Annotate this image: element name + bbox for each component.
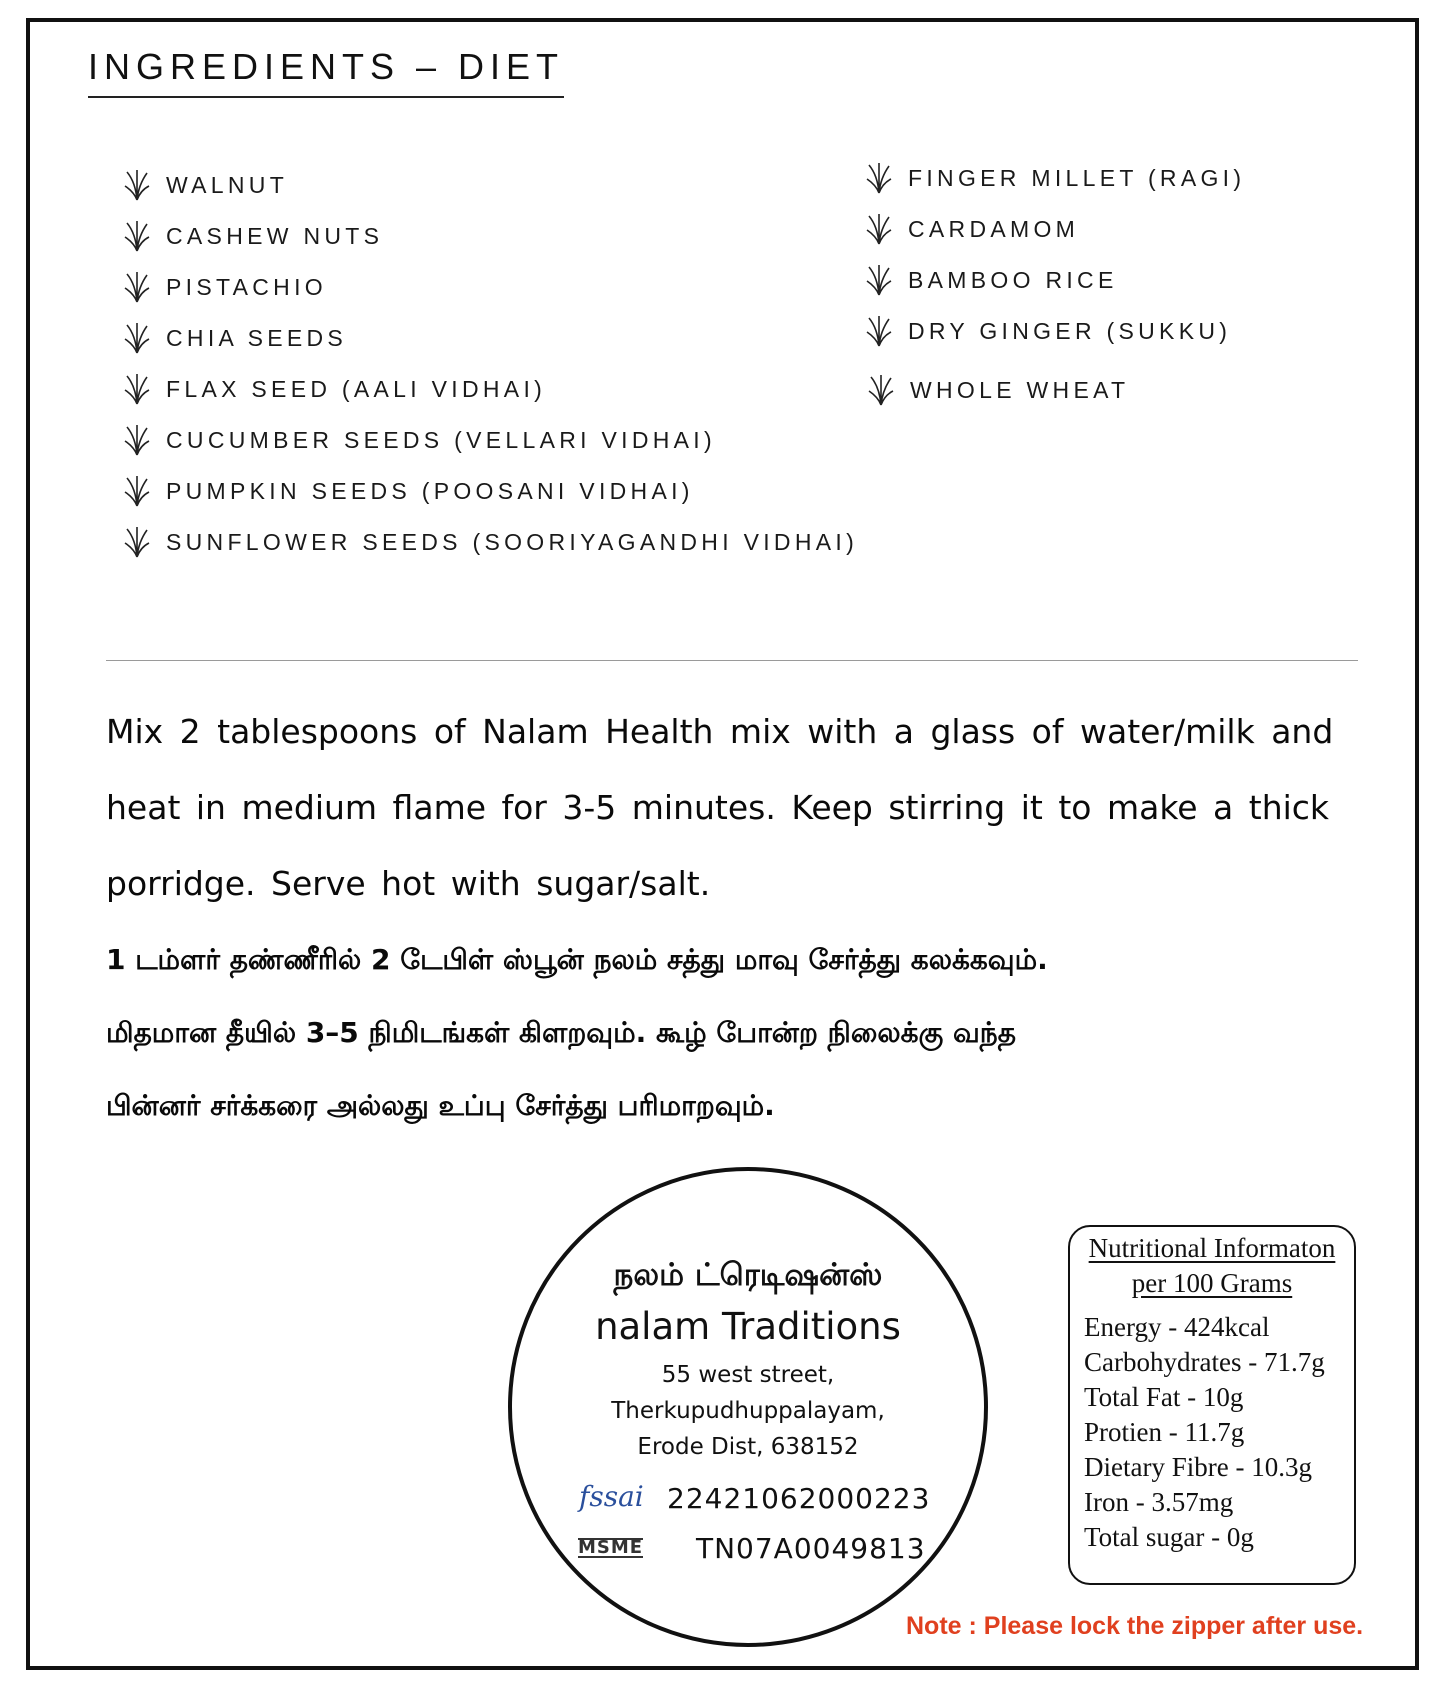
- nutrition-row: Total sugar - 0g: [1084, 1522, 1254, 1552]
- ingredient-label: CASHEW NUTS: [166, 222, 384, 249]
- grass-icon: [866, 161, 892, 195]
- msme-number: TN07A0049813: [696, 1532, 926, 1565]
- ingredient-label: DRY GINGER (SUKKU): [908, 317, 1232, 344]
- ingredient-label: FLAX SEED (AALI VIDHAI): [166, 375, 547, 402]
- brand-tamil-name: நலம் ட்ரெடிஷன்ஸ்: [613, 1257, 883, 1293]
- instruction-line: heat in medium flame for 3-5 minutes. Keep stirring it to make a thick: [106, 788, 1330, 827]
- instruction-line-tamil: மிதமான தீயில் 3–5 நிமிடங்கள் கிளறவும். கூழ் போன்ற நிலைக்கு வந்த: [106, 1016, 1016, 1049]
- instructions-english: [106, 694, 1360, 922]
- address-line: 55 west street,: [661, 1362, 835, 1388]
- ingredient-label: CARDAMOM: [908, 215, 1080, 242]
- nutrition-row: Energy - 424kcal: [1084, 1312, 1270, 1342]
- ingredient-label: CHIA SEEDS: [166, 324, 348, 351]
- ingredient-label: PISTACHIO: [166, 273, 327, 300]
- ingredient-item: [124, 474, 694, 508]
- nutrition-row: Total Fat - 10g: [1084, 1382, 1244, 1412]
- nutrition-title: [1068, 1233, 1356, 1264]
- nutrition-row: Iron - 3.57mg: [1084, 1487, 1234, 1517]
- section-divider: [106, 660, 1358, 661]
- ingredient-label: FINGER MILLET (RAGI): [908, 164, 1246, 191]
- ingredient-item: [866, 212, 1079, 246]
- ingredient-item: [124, 168, 288, 202]
- grass-icon: [124, 270, 150, 304]
- ingredient-item: [124, 219, 383, 253]
- brand-name: nalam Traditions: [595, 1305, 901, 1348]
- zipper-note: Note : Please lock the zipper after use.: [906, 1612, 1364, 1640]
- ingredient-label: SUNFLOWER SEEDS (SOORIYAGANDHI VIDHAI): [166, 528, 859, 555]
- ingredient-label: BAMBOO RICE: [908, 266, 1118, 293]
- ingredients-heading: INGREDIENTS – DIET: [88, 46, 564, 98]
- instruction-line-tamil: 1 டம்ளர் தண்ணீரில் 2 டேபிள் ஸ்பூன் நலம் சத்து மாவு சேர்த்து கலக்கவும்.: [106, 943, 1048, 976]
- ingredient-label: PUMPKIN SEEDS (POOSANI VIDHAI): [166, 477, 694, 504]
- ingredient-item: [866, 263, 1118, 297]
- fssai-logo: [579, 1480, 644, 1513]
- instruction-line-tamil: பின்னர் சர்க்கரை அல்லது உப்பு சேர்த்து பரிமாறவும்.: [106, 1089, 775, 1122]
- grass-icon: [124, 423, 150, 457]
- fssai-number: 22421062000223: [667, 1482, 931, 1515]
- nutrition-subtitle: [1068, 1268, 1356, 1299]
- nutrition-title-line: per 100 Grams: [1131, 1268, 1293, 1298]
- instructions-tamil: [106, 923, 1360, 1142]
- ingredient-item: [866, 314, 1231, 348]
- ingredient-label: WHOLE WHEAT: [910, 376, 1130, 403]
- ingredient-item: [124, 321, 347, 355]
- nutrition-row: Protien - 11.7g: [1084, 1417, 1245, 1447]
- fssai-logo-text: fssai: [579, 1480, 644, 1513]
- grass-icon: [868, 373, 894, 407]
- grass-icon: [866, 263, 892, 297]
- address-line: Therkupudhuppalayam,: [611, 1398, 885, 1424]
- ingredient-label: CUCUMBER SEEDS (VELLARI VIDHAI): [166, 426, 716, 453]
- nutrition-row: Carbohydrates - 71.7g: [1084, 1347, 1325, 1377]
- grass-icon: [866, 314, 892, 348]
- ingredient-item: [866, 161, 1245, 195]
- grass-icon: [124, 372, 150, 406]
- ingredient-item: [868, 373, 1129, 407]
- ingredient-label: WALNUT: [166, 171, 289, 198]
- grass-icon: [124, 219, 150, 253]
- instruction-line: Mix 2 tablespoons of Nalam Health mix with a glass of water/milk and: [106, 712, 1334, 751]
- grass-icon: [124, 474, 150, 508]
- grass-icon: [124, 525, 150, 559]
- msme-logo: MSME: [578, 1537, 644, 1558]
- ingredient-item: [124, 423, 716, 457]
- nutrition-title-line: Nutritional Informaton: [1088, 1233, 1336, 1263]
- nutrition-row: Dietary Fibre - 10.3g: [1084, 1452, 1312, 1482]
- grass-icon: [124, 321, 150, 355]
- ingredient-item: [124, 270, 327, 304]
- ingredient-item: [124, 372, 546, 406]
- grass-icon: [124, 168, 150, 202]
- address-line: Erode Dist, 638152: [637, 1434, 859, 1460]
- instruction-line: porridge. Serve hot with sugar/salt.: [106, 864, 711, 903]
- grass-icon: [866, 212, 892, 246]
- ingredient-item: [124, 525, 858, 559]
